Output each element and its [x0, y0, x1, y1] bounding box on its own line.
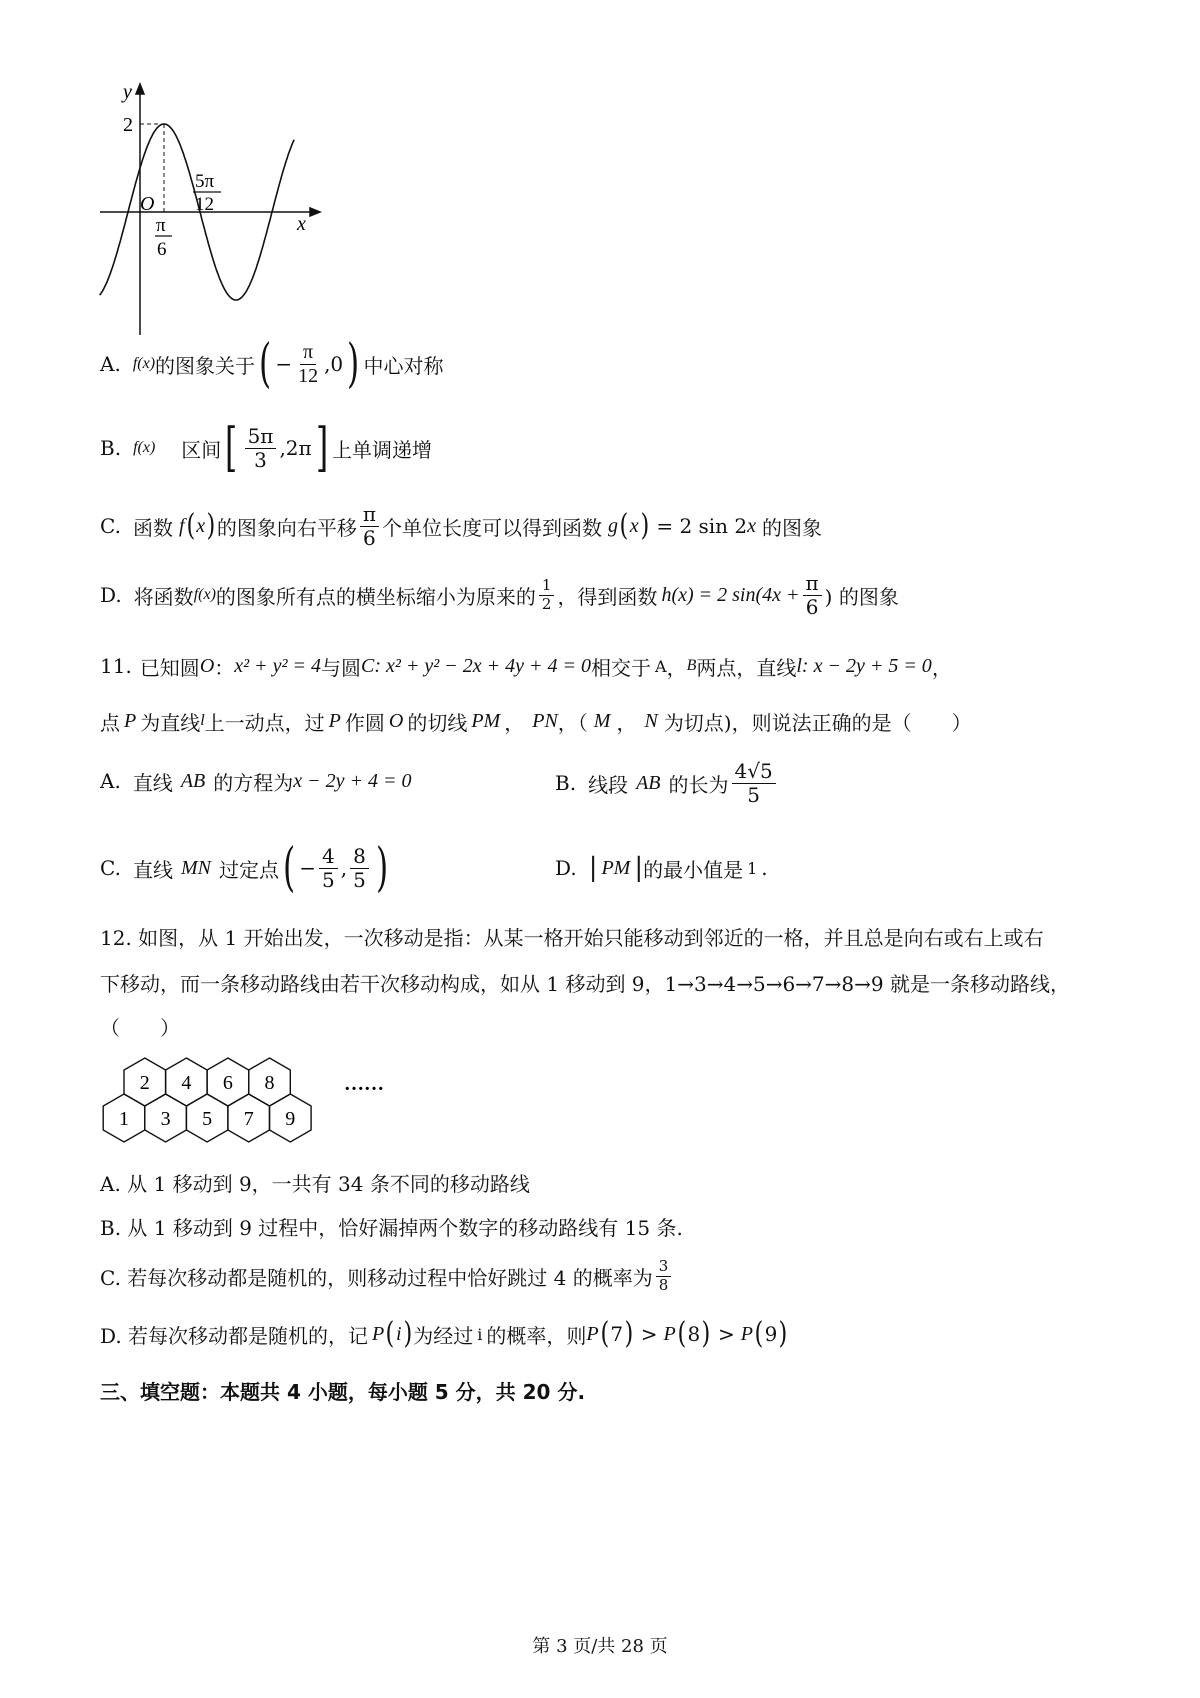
hex-label: 8	[264, 1072, 275, 1094]
segment-pm: PM	[601, 856, 631, 879]
option-text: 过定点	[218, 857, 279, 882]
option-text: 个单位长度可以得到函数	[382, 515, 602, 540]
minus-sign: −	[275, 352, 293, 376]
option-text: 函数	[132, 515, 173, 540]
right-paren: )	[778, 1316, 788, 1351]
option-text: 将函数	[133, 584, 194, 609]
option-text: 的方程为	[213, 770, 294, 795]
q11-text: 上一动点，过	[204, 710, 325, 735]
tangent-pn: PN	[532, 709, 558, 732]
origin-label: O	[140, 193, 155, 215]
q12-option-b: B. 从 1 移动到 9 过程中，恰好漏掉两个数字的移动路线有 15 条.	[100, 1216, 683, 1240]
q10-option-b	[100, 418, 432, 478]
abs-bar-left: |	[588, 853, 598, 883]
option-text: ) 的图象	[824, 584, 899, 609]
interval-tail: ,2π	[279, 436, 312, 460]
right-paren: )	[640, 508, 649, 543]
q11-line-1	[100, 650, 952, 682]
var-x: x	[629, 514, 639, 537]
fraction: $\frac{\pi}{12}$	[298, 340, 319, 387]
page-footer: 第 3 页/共 28 页	[532, 1636, 668, 1657]
var-x: x	[747, 514, 757, 537]
option-prefix: D.	[555, 856, 577, 880]
option-text: 线段	[588, 772, 629, 797]
q12-line-2: 下移动，而一条移动路线由若干次移动构成，如从 1 移动到 9，1→3→4→5→6→7→8→9 就是一条移动路线，	[100, 972, 1070, 996]
q11-text: ，（	[557, 710, 588, 735]
sine-graph	[95, 80, 335, 340]
hex-label: 4	[181, 1072, 192, 1094]
circle-c: C	[361, 654, 375, 677]
tick-pi6-num: π	[156, 215, 166, 236]
q10-option-d	[100, 568, 899, 622]
q11-text: 为直线	[140, 710, 201, 735]
function-f: f(x)	[193, 586, 216, 603]
line-l: l	[796, 654, 802, 677]
prob-p: P	[663, 1322, 676, 1345]
point-n: N	[644, 709, 658, 732]
function-f: f(x)	[133, 439, 156, 456]
q11-option-b	[555, 755, 779, 811]
q11-text: 为切点)，则说法正确的是（ ）	[663, 710, 972, 735]
arg-7: 7	[610, 1322, 624, 1346]
q10-option-c	[100, 500, 822, 552]
option-text: 上单调递增	[331, 437, 432, 462]
segment-ab: AB	[636, 771, 661, 794]
q11-text: 相交于	[591, 655, 651, 680]
option-text: 直线	[132, 770, 173, 795]
circle-o: O	[388, 709, 404, 732]
hex-label: 2	[139, 1072, 150, 1094]
y-axis-arrow	[136, 84, 144, 94]
var-i: i	[477, 1324, 483, 1344]
hex-label: 9	[285, 1108, 296, 1130]
hex-label: 3	[160, 1108, 171, 1130]
left-paren: (	[754, 1316, 764, 1351]
right-bracket: ]	[315, 418, 328, 478]
prob-p: P	[372, 1322, 385, 1345]
x-axis-arrow	[310, 208, 320, 216]
comma: ,	[340, 856, 348, 880]
hexagon-grid	[98, 1050, 388, 1160]
left-paren: (	[600, 1316, 609, 1351]
option-prefix: B.	[100, 436, 122, 460]
hex-label: 7	[243, 1108, 254, 1130]
right-paren: )	[375, 838, 389, 898]
q11-text: ：	[214, 655, 235, 680]
option-text: 的图象向右平移	[216, 515, 357, 540]
q12-line-1: 12. 如图，从 1 开始出发，一次移动是指：从某一格开始只能移动到邻近的一格，并且总是向右或右上或右	[100, 926, 1044, 950]
option-prefix: D.	[100, 583, 122, 607]
q11-text: ，	[931, 655, 952, 680]
length-fraction: $\frac{4√5}{5}$	[732, 760, 776, 807]
point-a: A	[655, 656, 667, 676]
right-paren: )	[403, 1316, 412, 1351]
line-mn: MN	[180, 856, 211, 879]
segment-ab: AB	[180, 769, 206, 792]
min-value: 1	[747, 858, 758, 878]
left-paren: (	[283, 838, 296, 898]
option-prefix: C.	[100, 856, 121, 880]
q11-text: 与圆	[321, 655, 362, 680]
function-h: h(x) = 2 sin(4x +	[661, 583, 800, 606]
option-text: 中心对称	[363, 353, 444, 378]
probability-fraction: $\frac{3}{8}$	[656, 1258, 672, 1294]
tangent-pm: PM	[471, 709, 501, 732]
equation: = 2 sin 2	[656, 514, 748, 538]
point-tail: ,0	[324, 352, 344, 376]
q11-text: 作圆	[344, 710, 385, 735]
hex-label: 6	[222, 1072, 233, 1094]
abs-bar-right: |	[634, 853, 644, 883]
point-b: B	[686, 657, 697, 674]
hex-label: 5	[202, 1108, 213, 1130]
option-prefix: A.	[100, 769, 121, 793]
point-m: M	[593, 709, 611, 732]
option-text: 的最小值是	[643, 857, 744, 882]
circle-o-eq: x² + y² = 4	[234, 654, 322, 677]
q11-option-d	[555, 852, 768, 884]
option-text: 的图象	[762, 515, 823, 540]
max-value-label: 2	[123, 114, 133, 136]
option-prefix: C.	[100, 514, 121, 538]
greater-than: >	[717, 1322, 735, 1346]
minus-sign: −	[299, 856, 317, 880]
point-p: P	[328, 709, 341, 732]
left-paren: (	[185, 508, 195, 543]
greater-than: >	[640, 1322, 658, 1346]
var-x: x	[196, 514, 206, 537]
var-i: i	[395, 1322, 402, 1345]
fraction-y: $\frac{8}{5}$	[350, 845, 369, 892]
tick-5pi12-num: 5π	[195, 171, 215, 192]
option-text: 直线	[132, 857, 173, 882]
section-3-heading: 三、填空题：本题共 4 小题，每小题 5 分，共 20 分.	[100, 1380, 586, 1404]
prob-p: P	[740, 1322, 753, 1345]
q11-text: ，	[504, 710, 525, 735]
fraction: $\frac{\pi}{6}$	[360, 503, 379, 550]
option-text: 的概率，则	[486, 1323, 587, 1348]
option-text: .	[761, 856, 768, 880]
fraction: $\frac{5\pi}{3}$	[245, 425, 277, 472]
hex-label: 1	[119, 1108, 129, 1130]
right-paren: )	[347, 334, 360, 394]
q10-option-a	[100, 334, 444, 394]
tick-pi6-den: 6	[157, 239, 167, 260]
function-f: f	[178, 514, 185, 537]
q11-text: 两点，直线	[696, 655, 797, 680]
circle-c-eq: : x² + y² − 2x + 4y + 4 = 0	[374, 654, 591, 677]
tick-5pi12-den: 12	[195, 194, 214, 215]
option-text: D. 若每次移动都是随机的，记	[100, 1323, 369, 1348]
q11-line-2	[100, 705, 972, 737]
fraction: $\frac{\pi}{6}$	[803, 572, 822, 619]
half-fraction: $\frac{1}{2}$	[539, 577, 555, 613]
option-text: ，得到函数	[557, 584, 658, 609]
q11-text: ，	[666, 655, 687, 680]
function-g: g	[608, 514, 618, 537]
right-paren: )	[206, 508, 216, 543]
q11-option-c	[100, 840, 392, 896]
left-bracket: [	[225, 418, 238, 478]
option-text: C. 若每次移动都是随机的，则移动过程中恰好跳过 4 的概率为	[100, 1265, 653, 1290]
q12-option-a: A. 从 1 移动到 9，一共有 34 条不同的移动路线	[100, 1172, 530, 1196]
option-text: 为经过	[413, 1323, 474, 1348]
option-prefix: A.	[100, 352, 121, 376]
q11-text: 的切线	[407, 710, 468, 735]
q12-option-c	[100, 1250, 674, 1302]
option-text: 的图象所有点的横坐标缩小为原来的	[215, 584, 536, 609]
line-ab-eq: x − 2y + 4 = 0	[293, 769, 412, 792]
q11-text: 已知圆	[139, 655, 200, 680]
q12-line-3: （ ）	[100, 1016, 180, 1040]
q12-option-d	[100, 1317, 789, 1351]
line-l: l	[200, 712, 205, 729]
option-prefix: B.	[555, 771, 577, 795]
x-axis-label: x	[297, 213, 306, 235]
left-paren: (	[677, 1316, 687, 1351]
option-text: 的长为	[668, 772, 729, 797]
y-axis-label: y	[123, 81, 132, 103]
fraction-x: $\frac{4}{5}$	[319, 845, 338, 892]
option-text: 的图象关于	[155, 353, 256, 378]
question-number: 11.	[100, 654, 132, 678]
prob-p: P	[586, 1322, 599, 1345]
point-p: P	[124, 709, 137, 732]
left-paren: (	[385, 1316, 395, 1351]
function-f: f(x)	[132, 355, 156, 372]
arg-8: 8	[687, 1322, 701, 1346]
left-paren: (	[259, 334, 272, 394]
right-paren: )	[624, 1316, 634, 1351]
option-text: 区间	[181, 437, 222, 462]
grid-ellipsis: ……	[344, 1073, 384, 1095]
q11-text: ，	[616, 710, 637, 735]
q11-text: 点	[100, 710, 120, 735]
circle-o: O	[199, 654, 215, 677]
right-paren: )	[701, 1316, 711, 1351]
line-l-eq: : x − 2y + 5 = 0	[801, 654, 932, 677]
q11-option-a	[100, 766, 412, 796]
arg-9: 9	[764, 1322, 778, 1346]
left-paren: (	[619, 508, 629, 543]
